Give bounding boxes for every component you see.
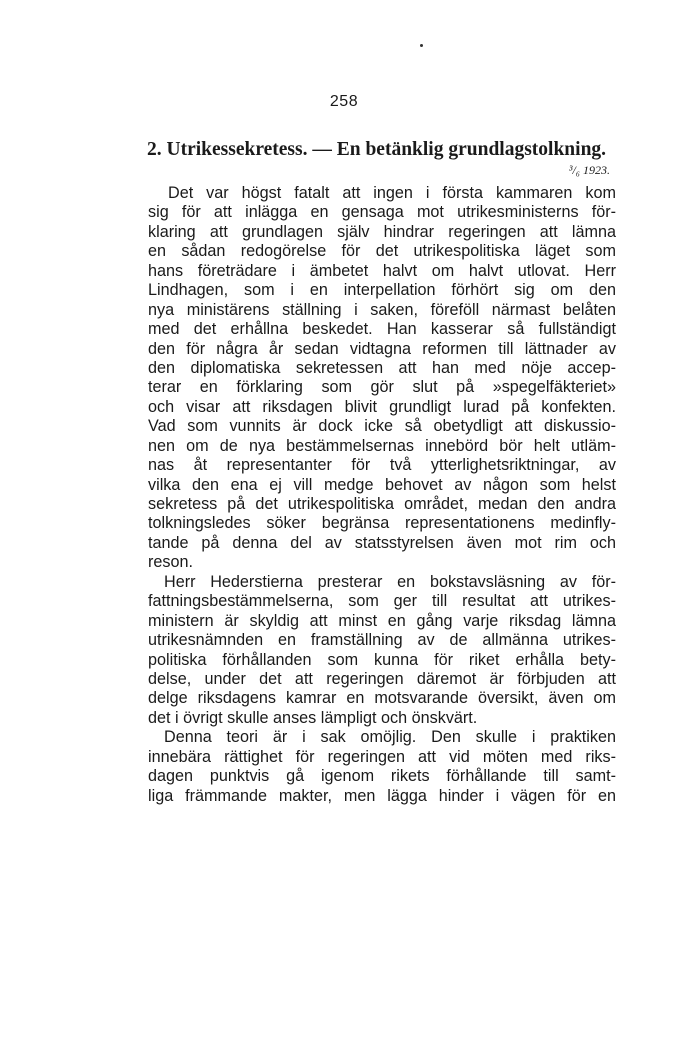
text-line: innebära rättighet för regeringen att vid möten med riks-	[148, 747, 616, 766]
text-line: terar en förklaring som gör slut på »spegelfäkteriet»	[148, 378, 616, 397]
text-line: ministern är skyldig att minst en gång varje riksdag lämna	[148, 611, 616, 630]
text-line: hans företrädare i ämbetet halvt om halvt utlovat. Herr	[148, 261, 616, 280]
text-line: fattningsbestämmelserna, som ger till resultat att utrikes-	[148, 592, 616, 611]
text-line: liga främmande makter, men lägga hinder i vägen för en	[148, 786, 616, 805]
text-line: Det var högst fatalt att ingen i första kammaren kom	[168, 184, 616, 202]
text-line: Herr Hederstierna presterar en bokstavsläsning av för-	[164, 572, 616, 591]
text-line: reson.	[148, 553, 193, 572]
text-line: Lindhagen, som i en interpellation förhört sig om den	[148, 281, 616, 300]
text-line: tande på denna del av statsstyrelsen även mot rim och	[148, 533, 616, 552]
text-line: sig för att inlägga en gensaga mot utrikesministerns för-	[148, 203, 616, 222]
section-date: ³/₆ 1923.	[568, 163, 610, 177]
text-line: tolkningsledes söker begränsa representationens medinfly-	[148, 514, 616, 533]
text-line: en sådan redogörelse för det utrikespolitiska läget som	[148, 242, 616, 261]
text-line: nas åt representanter för två ytterlighetsriktningar, av	[148, 456, 616, 475]
text-line: det i övrigt skulle anses lämpligt och önskvärt.	[148, 708, 478, 727]
text-line: vilka den ena ej vill medge behovet av någon som helst	[148, 475, 616, 494]
page-speck	[420, 44, 423, 47]
text-line: klaring att grundlagen själv hindrar regeringen att lämna	[148, 222, 616, 241]
body-text	[148, 184, 616, 806]
text-line: den för några år sedan vidtagna reformen till lättnader av	[148, 339, 616, 358]
text-line: utrikesnämnden en framställning av de allmänna utrikes-	[148, 631, 616, 650]
text-line: den diplomatiska sekretessen att han med nöje accep-	[148, 358, 616, 377]
text-line: Denna teori är i sak omöjlig. Den skulle i praktiken	[164, 728, 616, 747]
text-line: nen om de nya bestämmelsernas innebörd bör helt utläm-	[148, 436, 616, 455]
text-line: nya ministärens ställning i saken, föreföll närmast belåten	[148, 300, 616, 319]
text-line: dagen punktvis gå igenom rikets förhållande till samt-	[148, 767, 616, 786]
text-line: politiska förhållanden som kunna för riket erhålla bety-	[148, 650, 616, 669]
page-number: 258	[329, 93, 359, 110]
text-line: och visar att riksdagen blivit grundligt lurad på konfekten.	[148, 397, 616, 416]
text-line: delge riksdagens kamrar en motsvarande översikt, även om	[148, 689, 616, 708]
section-heading: 2. Utrikessekretess. — En betänklig grundlagstolkning.	[147, 139, 607, 160]
text-line: med det erhållna beskedet. Han kasserar så fullständigt	[148, 320, 616, 339]
text-line: delse, under det att regeringen däremot är förbjuden att	[148, 669, 616, 688]
text-line: sekretess på det utrikespolitiska området, medan den andra	[148, 495, 616, 513]
text-line: Vad som vunnits är dock icke så obetydligt att diskussio-	[148, 417, 616, 436]
